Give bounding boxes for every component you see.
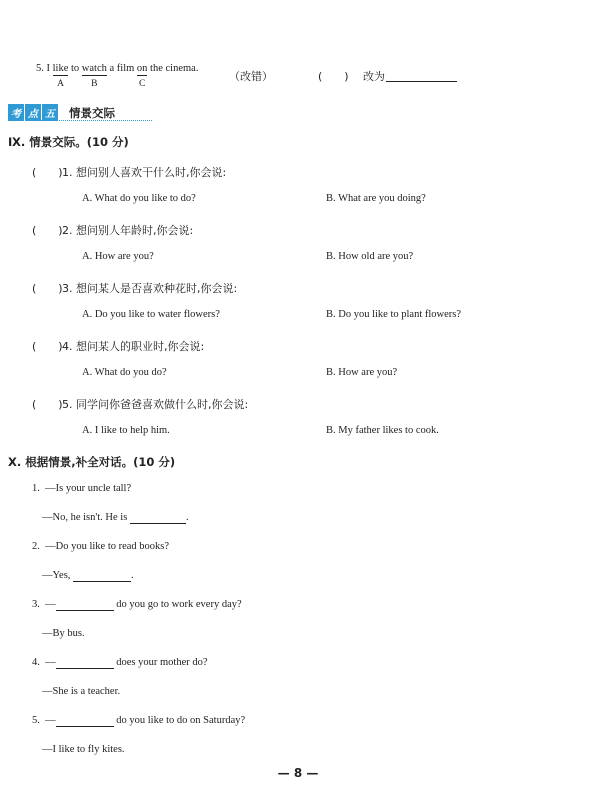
- option-letter-b: B: [91, 79, 98, 89]
- option-b: B. What are you doing?: [326, 193, 426, 204]
- question-stem: 2. 想问别人年龄时,你会说:: [62, 224, 194, 237]
- option-a: A. I like to help him.: [82, 425, 170, 436]
- word: I: [46, 63, 50, 74]
- dialog-question: [32, 541, 169, 552]
- badge-title: 情景交际: [69, 105, 115, 120]
- fill-blank[interactable]: [56, 657, 114, 669]
- answer-text: —No, he isn't. He is: [42, 512, 128, 523]
- option-b: B. Do you like to plant flowers?: [326, 309, 462, 320]
- badge-char: 五: [42, 104, 58, 121]
- badge-underline: [8, 120, 152, 121]
- question-text: does your mother do?: [116, 657, 208, 668]
- option-a: [53, 63, 69, 90]
- question-text: do you go to work every day?: [116, 599, 242, 610]
- option-b: B. How old are you?: [326, 251, 414, 262]
- answer-parentheses[interactable]: ( ): [32, 224, 63, 237]
- answer-parentheses[interactable]: ( ): [32, 340, 63, 353]
- underlined-word-c: on: [136, 63, 148, 74]
- dialog-number: 5.: [32, 715, 40, 726]
- option-b: B. How are you?: [326, 367, 398, 378]
- option-a: A. What do you do?: [82, 367, 167, 378]
- dash: —: [45, 657, 56, 668]
- dialog-number: 3.: [32, 599, 40, 610]
- dialog-question: [32, 715, 245, 727]
- fill-blank[interactable]: [56, 599, 114, 611]
- answer-end: .: [131, 570, 134, 581]
- page-number: — 8 —: [277, 766, 319, 780]
- section-9-title: Ⅸ. 情景交际。(10 分): [8, 135, 129, 149]
- word: a film: [109, 63, 135, 74]
- dialog-answer: [42, 512, 189, 524]
- dialog-number: 2.: [32, 541, 40, 552]
- question-stem: 3. 想问某人是否喜欢种花时,你会说:: [62, 282, 238, 295]
- dash: —: [45, 599, 56, 610]
- dialog-answer: [42, 570, 134, 582]
- section-10-title: Ⅹ. 根据情景,补全对话。(10 分): [8, 455, 176, 469]
- dialog-question: [32, 483, 131, 494]
- answer-blank[interactable]: [386, 81, 457, 82]
- question-text: do you like to do on Saturday?: [116, 715, 246, 726]
- fill-blank[interactable]: [130, 512, 186, 524]
- underlined-word-b: watch: [81, 63, 107, 74]
- dash: —: [45, 715, 56, 726]
- option-a: A. How are you?: [82, 251, 154, 262]
- answer-parentheses[interactable]: ( ): [32, 398, 63, 411]
- option-letter-a: A: [57, 79, 64, 89]
- answer-text: —By bus.: [42, 628, 85, 639]
- word: the cinema.: [150, 63, 199, 74]
- question-stem: 4. 想问某人的职业时,你会说:: [62, 340, 205, 353]
- word: to: [71, 63, 80, 74]
- dialog-question: [32, 657, 208, 669]
- section-badge: [8, 104, 115, 121]
- dialog-number: 1.: [32, 483, 40, 494]
- fix-label: （改错）: [229, 70, 273, 83]
- underlined-word-a: like: [52, 63, 69, 74]
- option-a: A. What do you like to do?: [82, 193, 196, 204]
- answer-text: —Yes,: [42, 570, 71, 581]
- option-c: [137, 63, 148, 90]
- question-text: —Is your uncle tall?: [45, 483, 132, 494]
- badge-char: 考: [8, 104, 24, 121]
- error-correction-item: [36, 63, 198, 90]
- fill-blank[interactable]: [73, 570, 131, 582]
- change-to-label: 改为: [363, 70, 385, 83]
- dialog-question: [32, 599, 242, 611]
- answer-text: —She is a teacher.: [42, 686, 121, 697]
- question-stem: 1. 想问别人喜欢干什么时,你会说:: [62, 166, 227, 179]
- question-text: —Do you like to read books?: [45, 541, 170, 552]
- answer-text: —I like to fly kites.: [42, 744, 125, 755]
- item-number: 5.: [36, 63, 44, 74]
- dialog-answer: [42, 744, 125, 755]
- option-b: [82, 63, 107, 90]
- answer-parentheses[interactable]: ( ): [318, 70, 349, 83]
- answer-parentheses[interactable]: ( ): [32, 166, 63, 179]
- fill-blank[interactable]: [56, 715, 114, 727]
- dialog-number: 4.: [32, 657, 40, 668]
- dialog-answer: [42, 628, 85, 639]
- dialog-answer: [42, 686, 120, 697]
- answer-end: .: [185, 512, 189, 523]
- option-b: B. My father likes to cook.: [326, 425, 439, 436]
- answer-parentheses[interactable]: ( ): [32, 282, 63, 295]
- badge-char: 点: [25, 104, 41, 121]
- option-letter-c: C: [139, 79, 146, 89]
- question-stem: 5. 同学问你爸爸喜欢做什么时,你会说:: [62, 398, 249, 411]
- option-a: A. Do you like to water flowers?: [82, 309, 220, 320]
